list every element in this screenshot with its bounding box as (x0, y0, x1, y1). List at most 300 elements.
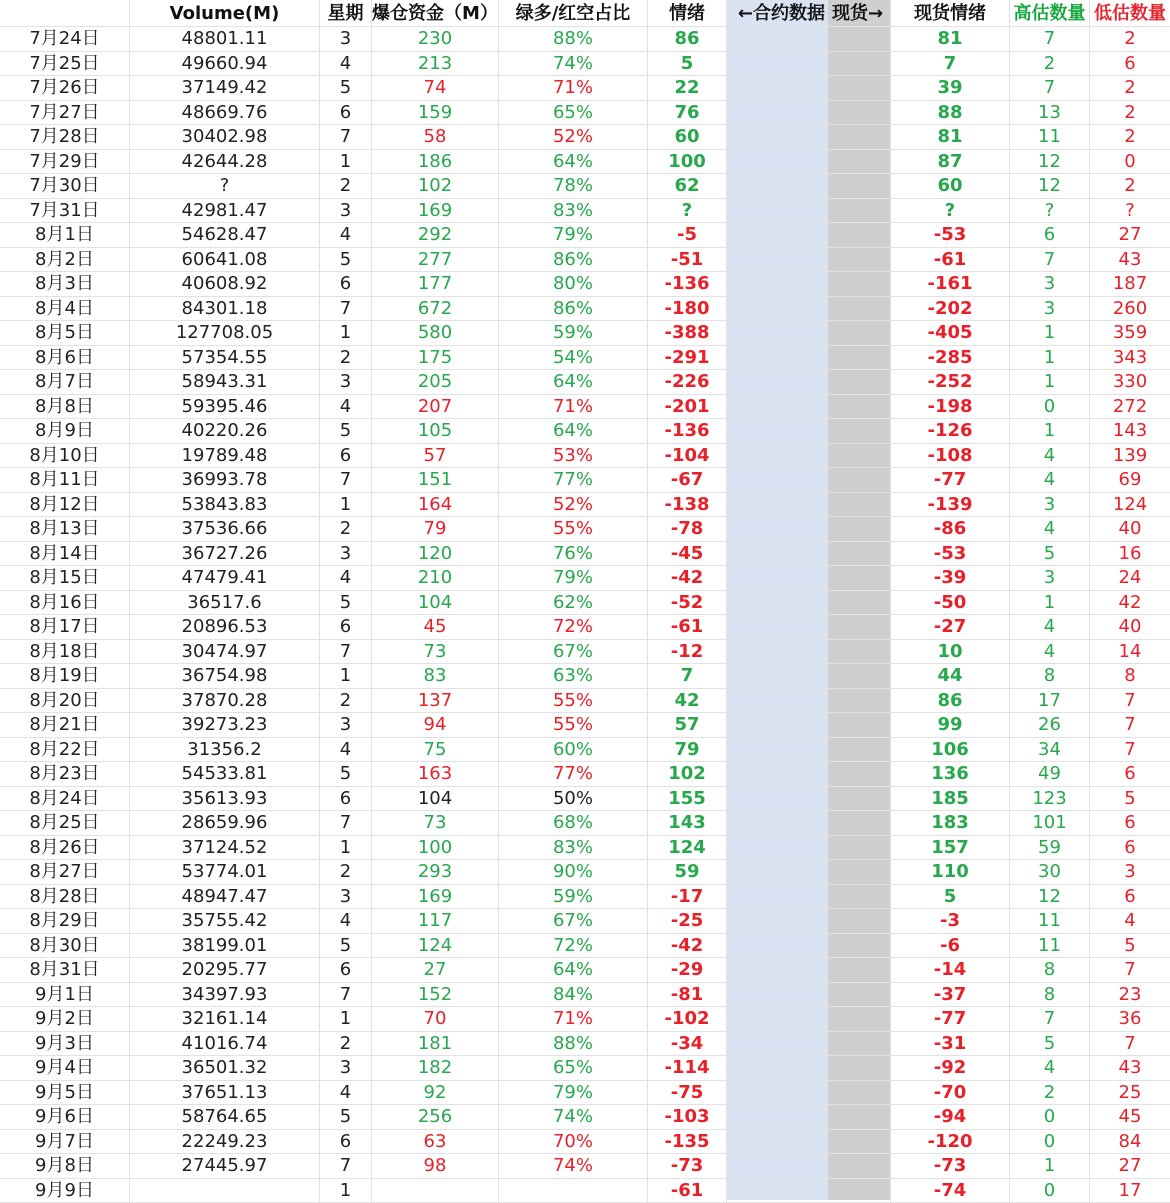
high-count-cell[interactable]: 0 (1010, 1130, 1090, 1154)
low-count-cell[interactable]: 330 (1090, 370, 1170, 394)
liquidation-cell[interactable]: 58 (372, 125, 499, 149)
date-cell[interactable]: 8月29日 (0, 909, 130, 933)
sentiment-cell[interactable]: -12 (648, 640, 727, 664)
volume-cell[interactable]: 54533.81 (130, 762, 320, 786)
spot-blank-cell[interactable] (828, 738, 891, 762)
low-count-cell[interactable]: 7 (1090, 1032, 1170, 1056)
spot-sentiment-cell[interactable]: -285 (891, 346, 1010, 370)
sentiment-cell[interactable]: -75 (648, 1081, 727, 1105)
high-count-cell[interactable]: 3 (1010, 566, 1090, 590)
weekday-cell[interactable]: 4 (320, 223, 372, 247)
ratio-cell[interactable]: 52% (499, 125, 648, 149)
ratio-cell[interactable]: 67% (499, 909, 648, 933)
header-liquidation[interactable]: 爆仓资金（M） (372, 0, 499, 26)
high-count-cell[interactable]: 34 (1010, 738, 1090, 762)
volume-cell[interactable]: 39273.23 (130, 713, 320, 737)
spot-sentiment-cell[interactable]: -202 (891, 297, 1010, 321)
weekday-cell[interactable]: 5 (320, 762, 372, 786)
sentiment-cell[interactable]: 155 (648, 787, 727, 811)
sentiment-cell[interactable]: -61 (648, 1179, 727, 1203)
ratio-cell[interactable]: 64% (499, 370, 648, 394)
low-count-cell[interactable]: 8 (1090, 664, 1170, 688)
date-cell[interactable]: 8月4日 (0, 297, 130, 321)
weekday-cell[interactable]: 7 (320, 640, 372, 664)
liquidation-cell[interactable]: 120 (372, 542, 499, 566)
date-cell[interactable]: 8月22日 (0, 738, 130, 762)
low-count-cell[interactable]: 84 (1090, 1130, 1170, 1154)
spot-blank-cell[interactable] (828, 591, 891, 615)
ratio-cell[interactable]: 76% (499, 542, 648, 566)
weekday-cell[interactable]: 4 (320, 395, 372, 419)
date-cell[interactable]: 8月31日 (0, 958, 130, 982)
low-count-cell[interactable]: 43 (1090, 248, 1170, 272)
contract-blank-cell[interactable] (727, 1032, 828, 1056)
liquidation-cell[interactable]: 152 (372, 983, 499, 1007)
spot-sentiment-cell[interactable]: -31 (891, 1032, 1010, 1056)
contract-blank-cell[interactable] (727, 787, 828, 811)
low-count-cell[interactable]: 6 (1090, 836, 1170, 860)
low-count-cell[interactable]: 17 (1090, 1179, 1170, 1203)
low-count-cell[interactable]: 7 (1090, 958, 1170, 982)
date-cell[interactable]: 8月10日 (0, 444, 130, 468)
spot-blank-cell[interactable] (828, 52, 891, 76)
contract-blank-cell[interactable] (727, 1007, 828, 1031)
low-count-cell[interactable]: 2 (1090, 125, 1170, 149)
volume-cell[interactable]: 28659.96 (130, 811, 320, 835)
spot-blank-cell[interactable] (828, 76, 891, 100)
high-count-cell[interactable]: 17 (1010, 689, 1090, 713)
ratio-cell[interactable]: 90% (499, 860, 648, 884)
ratio-cell[interactable]: 86% (499, 297, 648, 321)
weekday-cell[interactable]: 5 (320, 248, 372, 272)
spot-blank-cell[interactable] (828, 395, 891, 419)
low-count-cell[interactable]: ? (1090, 199, 1170, 223)
date-cell[interactable]: 9月8日 (0, 1154, 130, 1178)
weekday-cell[interactable]: 4 (320, 738, 372, 762)
ratio-cell[interactable]: 77% (499, 762, 648, 786)
sentiment-cell[interactable]: -226 (648, 370, 727, 394)
high-count-cell[interactable]: 0 (1010, 395, 1090, 419)
weekday-cell[interactable]: 5 (320, 419, 372, 443)
volume-cell[interactable]: 40608.92 (130, 272, 320, 296)
ratio-cell[interactable]: 74% (499, 1105, 648, 1129)
weekday-cell[interactable]: 2 (320, 517, 372, 541)
header-weekday[interactable]: 星期 (320, 0, 372, 26)
date-cell[interactable]: 8月17日 (0, 615, 130, 639)
spot-sentiment-cell[interactable]: 10 (891, 640, 1010, 664)
date-cell[interactable]: 7月26日 (0, 76, 130, 100)
date-cell[interactable]: 8月26日 (0, 836, 130, 860)
spot-sentiment-cell[interactable]: -77 (891, 468, 1010, 492)
volume-cell[interactable]: 19789.48 (130, 444, 320, 468)
contract-blank-cell[interactable] (727, 738, 828, 762)
weekday-cell[interactable]: 1 (320, 493, 372, 517)
weekday-cell[interactable]: 2 (320, 1032, 372, 1056)
date-cell[interactable]: 8月30日 (0, 934, 130, 958)
volume-cell[interactable]: 47479.41 (130, 566, 320, 590)
volume-cell[interactable]: 36517.6 (130, 591, 320, 615)
date-cell[interactable]: 9月7日 (0, 1130, 130, 1154)
low-count-cell[interactable]: 7 (1090, 689, 1170, 713)
spot-blank-cell[interactable] (828, 787, 891, 811)
liquidation-cell[interactable]: 169 (372, 199, 499, 223)
sentiment-cell[interactable]: 79 (648, 738, 727, 762)
ratio-cell[interactable]: 74% (499, 52, 648, 76)
spot-blank-cell[interactable] (828, 1154, 891, 1178)
weekday-cell[interactable]: 3 (320, 27, 372, 51)
low-count-cell[interactable]: 40 (1090, 615, 1170, 639)
volume-cell[interactable]: 22249.23 (130, 1130, 320, 1154)
spot-sentiment-cell[interactable]: 106 (891, 738, 1010, 762)
contract-blank-cell[interactable] (727, 150, 828, 174)
low-count-cell[interactable]: 16 (1090, 542, 1170, 566)
liquidation-cell[interactable]: 175 (372, 346, 499, 370)
contract-blank-cell[interactable] (727, 174, 828, 198)
spot-sentiment-cell[interactable]: -73 (891, 1154, 1010, 1178)
sentiment-cell[interactable]: -138 (648, 493, 727, 517)
high-count-cell[interactable]: 4 (1010, 444, 1090, 468)
sentiment-cell[interactable]: -73 (648, 1154, 727, 1178)
ratio-cell[interactable]: 79% (499, 223, 648, 247)
volume-cell[interactable]: 40220.26 (130, 419, 320, 443)
liquidation-cell[interactable]: 73 (372, 640, 499, 664)
weekday-cell[interactable]: 1 (320, 836, 372, 860)
ratio-cell[interactable]: 63% (499, 664, 648, 688)
date-cell[interactable]: 8月24日 (0, 787, 130, 811)
liquidation-cell[interactable]: 57 (372, 444, 499, 468)
liquidation-cell[interactable]: 92 (372, 1081, 499, 1105)
high-count-cell[interactable]: 6 (1010, 223, 1090, 247)
low-count-cell[interactable]: 5 (1090, 934, 1170, 958)
spot-blank-cell[interactable] (828, 713, 891, 737)
volume-cell[interactable]: 127708.05 (130, 321, 320, 345)
contract-blank-cell[interactable] (727, 517, 828, 541)
spot-sentiment-cell[interactable]: -53 (891, 542, 1010, 566)
volume-cell[interactable]: ? (130, 174, 320, 198)
spot-blank-cell[interactable] (828, 468, 891, 492)
ratio-cell[interactable]: 83% (499, 836, 648, 860)
ratio-cell[interactable]: 52% (499, 493, 648, 517)
contract-blank-cell[interactable] (727, 860, 828, 884)
volume-cell[interactable]: 31356.2 (130, 738, 320, 762)
date-cell[interactable]: 8月2日 (0, 248, 130, 272)
liquidation-cell[interactable]: 159 (372, 101, 499, 125)
spot-sentiment-cell[interactable]: -252 (891, 370, 1010, 394)
date-cell[interactable]: 8月5日 (0, 321, 130, 345)
date-cell[interactable]: 7月31日 (0, 199, 130, 223)
low-count-cell[interactable]: 4 (1090, 909, 1170, 933)
date-cell[interactable]: 8月11日 (0, 468, 130, 492)
weekday-cell[interactable]: 2 (320, 346, 372, 370)
spot-blank-cell[interactable] (828, 640, 891, 664)
weekday-cell[interactable]: 3 (320, 199, 372, 223)
date-cell[interactable]: 8月9日 (0, 419, 130, 443)
spot-sentiment-cell[interactable]: -6 (891, 934, 1010, 958)
date-cell[interactable]: 7月25日 (0, 52, 130, 76)
date-cell[interactable]: 8月18日 (0, 640, 130, 664)
spot-sentiment-cell[interactable]: -74 (891, 1179, 1010, 1203)
high-count-cell[interactable]: 12 (1010, 150, 1090, 174)
contract-blank-cell[interactable] (727, 934, 828, 958)
date-cell[interactable]: 8月12日 (0, 493, 130, 517)
high-count-cell[interactable]: 49 (1010, 762, 1090, 786)
high-count-cell[interactable]: 4 (1010, 468, 1090, 492)
spot-sentiment-cell[interactable]: -14 (891, 958, 1010, 982)
contract-blank-cell[interactable] (727, 836, 828, 860)
header-low-count[interactable]: 低估数量 (1090, 0, 1170, 26)
liquidation-cell[interactable]: 210 (372, 566, 499, 590)
spot-sentiment-cell[interactable]: 136 (891, 762, 1010, 786)
low-count-cell[interactable]: 42 (1090, 591, 1170, 615)
spot-blank-cell[interactable] (828, 444, 891, 468)
sentiment-cell[interactable]: -34 (648, 1032, 727, 1056)
date-cell[interactable]: 8月25日 (0, 811, 130, 835)
volume-cell[interactable]: 37536.66 (130, 517, 320, 541)
liquidation-cell[interactable]: 580 (372, 321, 499, 345)
spot-blank-cell[interactable] (828, 542, 891, 566)
weekday-cell[interactable]: 6 (320, 1130, 372, 1154)
spot-blank-cell[interactable] (828, 1105, 891, 1129)
contract-blank-cell[interactable] (727, 419, 828, 443)
sentiment-cell[interactable]: -5 (648, 223, 727, 247)
spot-blank-cell[interactable] (828, 101, 891, 125)
low-count-cell[interactable]: 6 (1090, 885, 1170, 909)
low-count-cell[interactable]: 359 (1090, 321, 1170, 345)
contract-blank-cell[interactable] (727, 346, 828, 370)
low-count-cell[interactable]: 24 (1090, 566, 1170, 590)
liquidation-cell[interactable]: 74 (372, 76, 499, 100)
weekday-cell[interactable]: 5 (320, 591, 372, 615)
spot-sentiment-cell[interactable]: -27 (891, 615, 1010, 639)
volume-cell[interactable]: 35613.93 (130, 787, 320, 811)
weekday-cell[interactable]: 6 (320, 444, 372, 468)
high-count-cell[interactable]: 12 (1010, 174, 1090, 198)
sentiment-cell[interactable]: 100 (648, 150, 727, 174)
contract-blank-cell[interactable] (727, 125, 828, 149)
spot-sentiment-cell[interactable]: 44 (891, 664, 1010, 688)
ratio-cell[interactable]: 62% (499, 591, 648, 615)
low-count-cell[interactable]: 27 (1090, 223, 1170, 247)
volume-cell[interactable]: 37651.13 (130, 1081, 320, 1105)
ratio-cell[interactable]: 59% (499, 885, 648, 909)
volume-cell[interactable]: 36727.26 (130, 542, 320, 566)
sentiment-cell[interactable]: 42 (648, 689, 727, 713)
liquidation-cell[interactable]: 672 (372, 297, 499, 321)
contract-blank-cell[interactable] (727, 199, 828, 223)
spot-sentiment-cell[interactable]: 39 (891, 76, 1010, 100)
liquidation-cell[interactable]: 83 (372, 664, 499, 688)
low-count-cell[interactable]: 260 (1090, 297, 1170, 321)
ratio-cell[interactable]: 50% (499, 787, 648, 811)
high-count-cell[interactable]: 101 (1010, 811, 1090, 835)
weekday-cell[interactable]: 1 (320, 664, 372, 688)
spot-sentiment-cell[interactable]: 81 (891, 27, 1010, 51)
low-count-cell[interactable]: 143 (1090, 419, 1170, 443)
ratio-cell[interactable]: 64% (499, 419, 648, 443)
high-count-cell[interactable]: 1 (1010, 591, 1090, 615)
sentiment-cell[interactable]: -388 (648, 321, 727, 345)
date-cell[interactable]: 8月1日 (0, 223, 130, 247)
sentiment-cell[interactable]: -51 (648, 248, 727, 272)
contract-blank-cell[interactable] (727, 1081, 828, 1105)
spot-sentiment-cell[interactable]: -198 (891, 395, 1010, 419)
liquidation-cell[interactable]: 75 (372, 738, 499, 762)
header-date[interactable] (0, 0, 130, 26)
weekday-cell[interactable]: 3 (320, 1056, 372, 1080)
liquidation-cell[interactable]: 102 (372, 174, 499, 198)
low-count-cell[interactable]: 272 (1090, 395, 1170, 419)
ratio-cell[interactable]: 80% (499, 272, 648, 296)
high-count-cell[interactable]: 7 (1010, 1007, 1090, 1031)
spot-blank-cell[interactable] (828, 615, 891, 639)
sentiment-cell[interactable]: -103 (648, 1105, 727, 1129)
high-count-cell[interactable]: 13 (1010, 101, 1090, 125)
weekday-cell[interactable]: 6 (320, 615, 372, 639)
ratio-cell[interactable]: 72% (499, 615, 648, 639)
liquidation-cell[interactable]: 292 (372, 223, 499, 247)
sentiment-cell[interactable]: -25 (648, 909, 727, 933)
spot-sentiment-cell[interactable]: -92 (891, 1056, 1010, 1080)
ratio-cell[interactable]: 78% (499, 174, 648, 198)
sentiment-cell[interactable]: 86 (648, 27, 727, 51)
volume-cell[interactable]: 42981.47 (130, 199, 320, 223)
contract-blank-cell[interactable] (727, 297, 828, 321)
ratio-cell[interactable]: 67% (499, 640, 648, 664)
spot-blank-cell[interactable] (828, 1081, 891, 1105)
date-cell[interactable]: 8月13日 (0, 517, 130, 541)
contract-blank-cell[interactable] (727, 1179, 828, 1203)
weekday-cell[interactable]: 7 (320, 125, 372, 149)
volume-cell[interactable]: 30474.97 (130, 640, 320, 664)
contract-blank-cell[interactable] (727, 615, 828, 639)
ratio-cell[interactable]: 86% (499, 248, 648, 272)
volume-cell[interactable]: 37870.28 (130, 689, 320, 713)
contract-blank-cell[interactable] (727, 248, 828, 272)
sentiment-cell[interactable]: 124 (648, 836, 727, 860)
ratio-cell[interactable]: 71% (499, 395, 648, 419)
ratio-cell[interactable]: 88% (499, 1032, 648, 1056)
sentiment-cell[interactable]: -180 (648, 297, 727, 321)
weekday-cell[interactable]: 4 (320, 52, 372, 76)
spot-sentiment-cell[interactable]: -139 (891, 493, 1010, 517)
weekday-cell[interactable]: 1 (320, 1007, 372, 1031)
weekday-cell[interactable]: 7 (320, 468, 372, 492)
contract-blank-cell[interactable] (727, 493, 828, 517)
liquidation-cell[interactable]: 124 (372, 934, 499, 958)
high-count-cell[interactable]: 26 (1010, 713, 1090, 737)
spot-blank-cell[interactable] (828, 664, 891, 688)
high-count-cell[interactable]: 1 (1010, 370, 1090, 394)
high-count-cell[interactable]: 12 (1010, 885, 1090, 909)
ratio-cell[interactable]: 59% (499, 321, 648, 345)
date-cell[interactable]: 8月14日 (0, 542, 130, 566)
liquidation-cell[interactable]: 169 (372, 885, 499, 909)
spot-blank-cell[interactable] (828, 1032, 891, 1056)
volume-cell[interactable] (130, 1179, 320, 1203)
high-count-cell[interactable]: 8 (1010, 958, 1090, 982)
contract-blank-cell[interactable] (727, 762, 828, 786)
spot-sentiment-cell[interactable]: -108 (891, 444, 1010, 468)
date-cell[interactable]: 8月3日 (0, 272, 130, 296)
low-count-cell[interactable]: 2 (1090, 27, 1170, 51)
weekday-cell[interactable]: 6 (320, 787, 372, 811)
high-count-cell[interactable]: 0 (1010, 1105, 1090, 1129)
weekday-cell[interactable]: 4 (320, 1081, 372, 1105)
sentiment-cell[interactable]: -61 (648, 615, 727, 639)
liquidation-cell[interactable]: 104 (372, 591, 499, 615)
ratio-cell[interactable]: 72% (499, 934, 648, 958)
spot-blank-cell[interactable] (828, 125, 891, 149)
high-count-cell[interactable]: 2 (1010, 52, 1090, 76)
date-cell[interactable]: 8月6日 (0, 346, 130, 370)
spot-sentiment-cell[interactable]: -405 (891, 321, 1010, 345)
low-count-cell[interactable]: 2 (1090, 174, 1170, 198)
spot-blank-cell[interactable] (828, 297, 891, 321)
spot-sentiment-cell[interactable]: -3 (891, 909, 1010, 933)
spot-blank-cell[interactable] (828, 272, 891, 296)
date-cell[interactable]: 8月8日 (0, 395, 130, 419)
volume-cell[interactable]: 53843.83 (130, 493, 320, 517)
high-count-cell[interactable]: ? (1010, 199, 1090, 223)
volume-cell[interactable]: 34397.93 (130, 983, 320, 1007)
low-count-cell[interactable]: 27 (1090, 1154, 1170, 1178)
spot-blank-cell[interactable] (828, 27, 891, 51)
contract-blank-cell[interactable] (727, 542, 828, 566)
low-count-cell[interactable]: 25 (1090, 1081, 1170, 1105)
liquidation-cell[interactable]: 164 (372, 493, 499, 517)
spot-blank-cell[interactable] (828, 689, 891, 713)
header-spot[interactable]: 现货→ (828, 0, 891, 26)
date-cell[interactable]: 9月9日 (0, 1179, 130, 1203)
contract-blank-cell[interactable] (727, 566, 828, 590)
high-count-cell[interactable]: 5 (1010, 1032, 1090, 1056)
weekday-cell[interactable]: 2 (320, 174, 372, 198)
spot-sentiment-cell[interactable]: 185 (891, 787, 1010, 811)
weekday-cell[interactable]: 1 (320, 1179, 372, 1203)
high-count-cell[interactable]: 2 (1010, 1081, 1090, 1105)
contract-blank-cell[interactable] (727, 983, 828, 1007)
weekday-cell[interactable]: 1 (320, 150, 372, 174)
date-cell[interactable]: 8月20日 (0, 689, 130, 713)
date-cell[interactable]: 8月21日 (0, 713, 130, 737)
liquidation-cell[interactable]: 205 (372, 370, 499, 394)
spot-sentiment-cell[interactable]: -77 (891, 1007, 1010, 1031)
ratio-cell[interactable]: 68% (499, 811, 648, 835)
spot-blank-cell[interactable] (828, 983, 891, 1007)
liquidation-cell[interactable]: 256 (372, 1105, 499, 1129)
spot-sentiment-cell[interactable]: 99 (891, 713, 1010, 737)
weekday-cell[interactable]: 4 (320, 909, 372, 933)
spot-blank-cell[interactable] (828, 1007, 891, 1031)
date-cell[interactable]: 9月3日 (0, 1032, 130, 1056)
low-count-cell[interactable]: 187 (1090, 272, 1170, 296)
spot-sentiment-cell[interactable]: 81 (891, 125, 1010, 149)
liquidation-cell[interactable]: 27 (372, 958, 499, 982)
date-cell[interactable]: 8月7日 (0, 370, 130, 394)
high-count-cell[interactable]: 5 (1010, 542, 1090, 566)
contract-blank-cell[interactable] (727, 101, 828, 125)
spot-sentiment-cell[interactable]: -39 (891, 566, 1010, 590)
volume-cell[interactable]: 42644.28 (130, 150, 320, 174)
low-count-cell[interactable]: 5 (1090, 787, 1170, 811)
low-count-cell[interactable]: 343 (1090, 346, 1170, 370)
low-count-cell[interactable]: 36 (1090, 1007, 1170, 1031)
spot-blank-cell[interactable] (828, 419, 891, 443)
liquidation-cell[interactable]: 79 (372, 517, 499, 541)
ratio-cell[interactable]: 64% (499, 958, 648, 982)
liquidation-cell[interactable]: 207 (372, 395, 499, 419)
date-cell[interactable]: 8月23日 (0, 762, 130, 786)
